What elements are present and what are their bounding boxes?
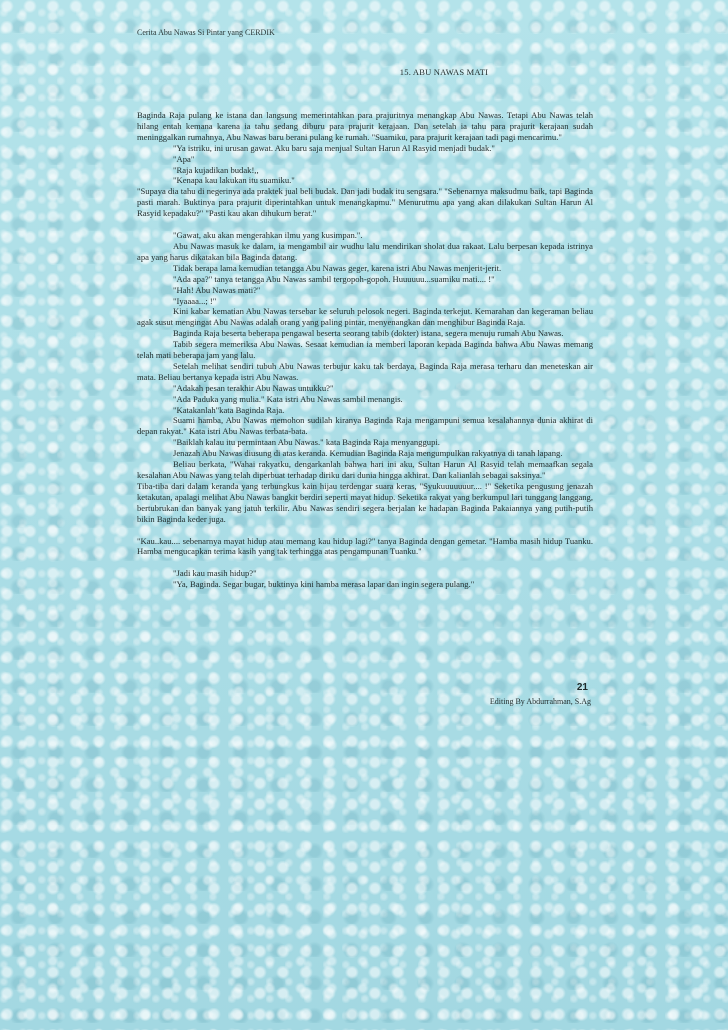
story-paragraph: "Raja kujadikan budak!,, [173, 164, 259, 175]
chapter-title: 15. ABU NAWAS MATI [399, 67, 489, 77]
story-paragraph: "Gawat, aku akan mengerahkan ilmu yang kusimpan.". [173, 230, 363, 241]
page-number: 21 [576, 682, 588, 693]
story-paragraph: Baginda Raja beserta beberapa pengawal beserta seorang tabib (dokter) istana, segera menuju rumah Abu Nawas. [173, 328, 564, 339]
story-paragraph: Baginda Raja pulang ke istana dan langsung memerintahkan para prajuritnya menangkap Abu Nawas. Tetapi Abu Nawas telah hilang entah kemana karena ia tahu sedang diburu para prajurit kerajaan. Dan setelah ia tahu para prajurit kerajaan sudah meninggalkan rumahnya, Abu Nawas baru berani pulang ke rumah. "Suamiku, para prajurit kerajaan tadi pagi mencarimu." [137, 110, 593, 142]
story-paragraph: Tiba-tiba dari dalam keranda yang terbungkus kain hijau terdengar suara keras, "Syukuuuuuuur.... !" Seketika pengusung jenazah ketakutan, apalagi melihat Abu Nawas bangkit berdiri seperti mayat hidup. Seketika rakyat yang berkumpul lari tunggang langgang, bertubrukan dan banyak yang jatuh terkilir. Abu Nawas sendiri segera berjalan ke hadapan Baginda Pakaiannya yang putih-putih bikin Baginda keder juga. [137, 480, 593, 524]
story-paragraph: Kini kabar kematian Abu Nawas tersebar ke seluruh pelosok negeri. Baginda terkejut. Kemarahan dan kegeraman beliau agak susut mengingat Abu Nawas adalah orang yang paling pintar, menyenangkan dan menghibur Baginda Raja. [137, 306, 593, 328]
story-paragraph: Beliau berkata, "Wahai rakyatku, dengarkanlah bahwa hari ini aku, Sultan Harun Al Rasyid telah memaafkan segala kesalahan Abu Nawas yang telah diperbuat terhadap diriku dari dunia hingga akhirat. Dan kalianlah sebagai saksinya." [137, 459, 593, 480]
story-paragraph: "Hah! Abu Nawas mati?" [173, 284, 261, 295]
story-paragraph: "Ada Paduka yang mulia." Kata istri Abu Nawas sambil menangis. [173, 393, 403, 404]
story-paragraph: "Baiklah kalau itu permintaan Abu Nawas." kata Baginda Raja menyanggupi. [173, 437, 440, 448]
story-paragraph: Tabib segera memeriksa Abu Nawas. Sesaat kemudian ia memberi laporan kepada Baginda bahwa Abu Nawas memang telah mati beberapa jam yang lalu. [137, 339, 593, 361]
story-paragraph: "Kenapa kau lakukan itu suamiku." [173, 175, 295, 186]
footer-credit: Editing By Abdurrahman, S.Ag [489, 697, 591, 706]
story-paragraph: "Adakah pesan terakhir Abu Nawas untukku?" [173, 382, 334, 393]
story-paragraph: "Iyaaaa...; !" [173, 295, 217, 306]
story-paragraph: "Apa" [173, 153, 195, 164]
running-header: Cerita Abu Nawas Si Pintar yang CERDIK [137, 28, 275, 37]
story-paragraph: "Kau..kau.... sebenarnya mayat hidup atau memang kau hidup lagi?" tanya Baginda dengan gemetar. "Hamba masih hidup Tuanku. Hamba mengucapkan terima kasih yang tak terhingga atas pengampunan Tuanku." [137, 535, 593, 557]
story-paragraph: Suami hamba, Abu Nawas memohon sudilah kiranya Baginda Raja mengampuni semua kesalahannya dunia akhirat di depan rakyat." Kata istri Abu Nawas terbata-bata. [137, 415, 593, 437]
story-paragraph: Tidak berapa lama kemudian tetangga Abu Nawas geger, karena istri Abu Nawas menjerit-jerit. [173, 262, 502, 273]
story-body [137, 110, 593, 590]
story-paragraph: Abu Nawas masuk ke dalam, ia mengambil air wudhu lalu mendirikan sholat dua rakaat. Lalu berpesan kepada istrinya apa yang harus dikatakan bila Baginda datang. [137, 240, 593, 262]
story-paragraph: Setelah melihat sendiri tubuh Abu Nawas terbujur kaku tak berdaya, Baginda Raja merasa terharu dan meneteskan air mata. Beliau bertanya kepada istri Abu Nawas. [137, 360, 593, 382]
story-paragraph: "Supaya dia tahu di negerinya ada praktek jual beli budak. Dan jadi budak itu sengsara." "Sebenarnya maksudmu baik, tapi Baginda pasti marah. Buktinya para prajurit diperintahkan untuk menangkapmu." Menurutmu apa yang akan dilakukan Sultan Harun Al Rasyid kepadaku?" "Pasti kau akan dihukum berat." [137, 186, 593, 219]
story-paragraph: "Jadi kau masih hidup?" [173, 568, 257, 579]
story-paragraph: "Ya, Baginda. Segar bugar, buktinya kini hamba merasa lapar dan ingin segera pulang." [173, 579, 475, 590]
story-paragraph: Jenazah Abu Nawas diusung di atas keranda. Kemudian Baginda Raja mengumpulkan rakyatnya di tanah lapang. [173, 448, 563, 459]
story-paragraph: "Ada apa?" tanya tetangga Abu Nawas sambil tergopoh-gopoh. Huuuuuu...suamiku mati.... !" [173, 273, 495, 284]
story-paragraph: "Ya istriku, ini urusan gawat. Aku baru saja menjual Sultan Harun Al Rasyid menjadi budak." [173, 142, 495, 153]
story-paragraph: "Katakanlah"kata Baginda Raja. [173, 404, 285, 415]
